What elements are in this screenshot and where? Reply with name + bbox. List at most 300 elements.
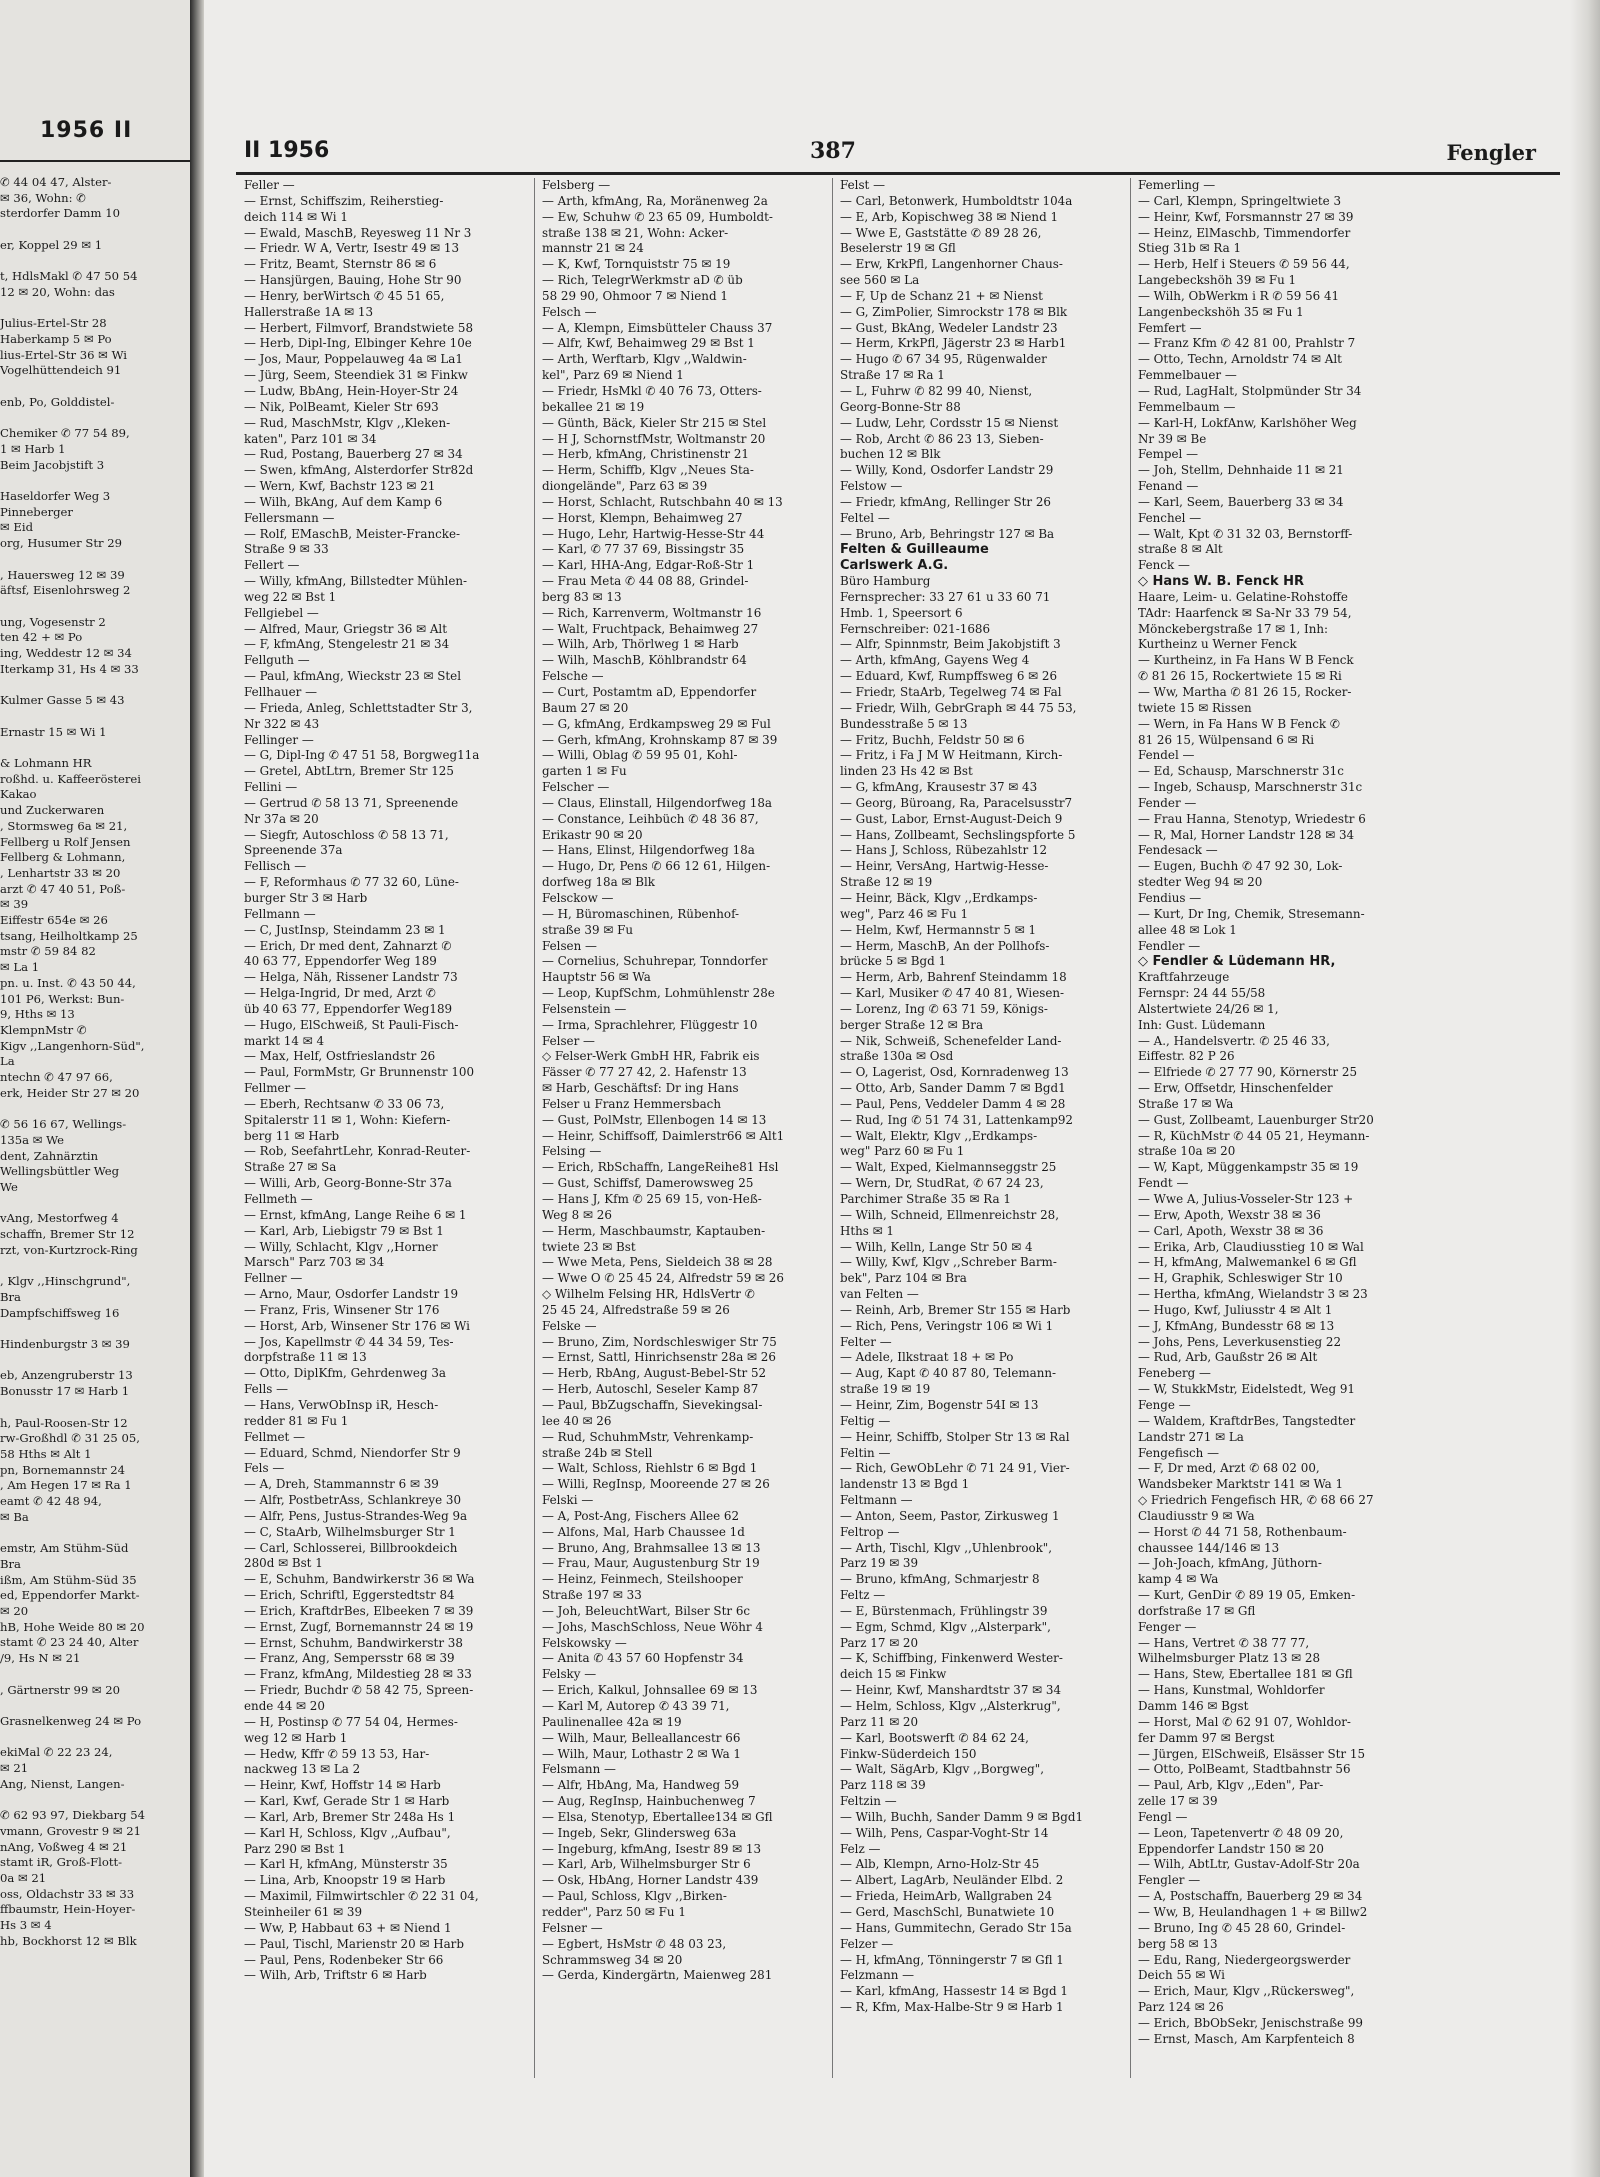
previous-page-line: Bra bbox=[0, 1289, 21, 1304]
directory-entry-line: Weg 8 ✉ 26 bbox=[542, 1207, 612, 1222]
directory-entry-line: — Ernst, Schiffszim, Reiherstieg- bbox=[244, 193, 444, 208]
previous-page-line: Chemiker ✆ 77 54 89, bbox=[0, 426, 130, 441]
directory-entry-line: — Alfr, Pens, Justus-Strandes-Weg 9a bbox=[244, 1508, 468, 1523]
directory-entry-line: — Irma, Sprachlehrer, Flüggestr 10 bbox=[542, 1017, 758, 1032]
directory-entry-line: — Wern, Dr, StudRat, ✆ 67 24 23, bbox=[840, 1176, 1044, 1191]
directory-entry-line: — Carl, Klempn, Springeltwiete 3 bbox=[1138, 193, 1342, 208]
previous-page-line: 0a ✉ 21 bbox=[0, 1870, 47, 1885]
directory-entry-line: — Hans, Vertret ✆ 38 77 77, bbox=[1138, 1635, 1310, 1650]
previous-page-text bbox=[0, 175, 190, 1949]
directory-entry-line: Parz 124 ✉ 26 bbox=[1138, 2000, 1224, 2015]
directory-entry-line: — Wilh, Maur, Lothastr 2 ✉ Wa 1 bbox=[542, 1746, 741, 1761]
directory-entry-line: burger Str 3 ✉ Harb bbox=[244, 890, 368, 905]
directory-entry-line: zelle 17 ✉ 39 bbox=[1138, 1794, 1218, 1809]
surname-heading: Fendius — bbox=[1138, 890, 1202, 905]
surname-heading: Femmelbauer — bbox=[1138, 368, 1237, 383]
directory-entry-line: — Horst, Arb, Winsener Str 176 ✉ Wi bbox=[244, 1318, 470, 1333]
directory-entry-line: — Max, Helf, Ostfrieslandstr 26 bbox=[244, 1049, 436, 1064]
directory-entry-line: — Hans, Zollbeamt, Sechslingspforte 5 bbox=[840, 827, 1076, 842]
directory-entry-line: — Cornelius, Schuhrepar, Tonndorfer bbox=[542, 954, 768, 969]
directory-entry-line: fer Damm 97 ✉ Bergst bbox=[1138, 1730, 1275, 1745]
directory-entry-line: — Ludw, Lehr, Cordsstr 15 ✉ Nienst bbox=[840, 415, 1059, 430]
directory-entry-line: — Wwe O ✆ 25 45 24, Alfredstr 59 ✉ 26 bbox=[542, 1271, 784, 1286]
directory-entry-line: — Erika, Arb, Claudiusstieg 10 ✉ Wal bbox=[1138, 1239, 1364, 1254]
directory-entry-line: Hallerstraße 1A ✉ 13 bbox=[244, 304, 374, 319]
surname-heading: Fellinger — bbox=[244, 732, 314, 747]
directory-entry-line: — Walt, Schloss, Riehlstr 6 ✉ Bgd 1 bbox=[542, 1461, 758, 1476]
directory-entry-line: — Erich, Kalkul, Johnsallee 69 ✉ 13 bbox=[542, 1683, 758, 1698]
directory-entry-line: berg 83 ✉ 13 bbox=[542, 589, 622, 604]
directory-entry-line: — Karl, HHA-Ang, Edgar-Roß-Str 1 bbox=[542, 558, 755, 573]
directory-entry-line: — Nik, Schweiß, Schenefelder Land- bbox=[840, 1033, 1062, 1048]
previous-page-line: t, HdlsMakl ✆ 47 50 54 bbox=[0, 269, 138, 284]
directory-entry-line: Carlswerk A.G. bbox=[840, 558, 949, 574]
directory-entry-line: — Rich, Karrenverm, Woltmanstr 16 bbox=[542, 605, 762, 620]
previous-page-line: vAng, Mestorfweg 4 bbox=[0, 1211, 119, 1226]
directory-entry-line: — Heinr, Kwf, Hoffstr 14 ✉ Harb bbox=[244, 1778, 441, 1793]
previous-page-line: ✉ 21 bbox=[0, 1761, 29, 1776]
directory-entry-line: ✉ Harb, Geschäftsf: Dr ing Hans bbox=[542, 1081, 739, 1096]
directory-entry-line: — Eugen, Buchh ✆ 47 92 30, Lok- bbox=[1138, 859, 1343, 874]
directory-entry-line: — Swen, kfmAng, Alsterdorfer Str82d bbox=[244, 463, 474, 478]
directory-entry-line: — Maximil, Filmwirtschler ✆ 22 31 04, bbox=[244, 1889, 479, 1904]
directory-entry-line: — H, Graphik, Schleswiger Str 10 bbox=[1138, 1271, 1343, 1286]
surname-heading: Felz — bbox=[840, 1841, 881, 1856]
directory-entry-line: — Fritz, i Fa J M W Heitmann, Kirch- bbox=[840, 748, 1063, 763]
previous-page-line: Ernastr 15 ✉ Wi 1 bbox=[0, 724, 107, 739]
directory-entry-line: — Günth, Bäck, Kieler Str 215 ✉ Stel bbox=[542, 415, 767, 430]
directory-entry-line: nackweg 13 ✉ La 2 bbox=[244, 1762, 361, 1777]
directory-entry-line: stedter Weg 94 ✉ 20 bbox=[1138, 875, 1263, 890]
directory-entry-line: garten 1 ✉ Fu bbox=[542, 764, 627, 779]
previous-page-line bbox=[0, 552, 190, 568]
directory-entry-line: — Willy, Schlacht, Klgv ,,Horner bbox=[244, 1239, 438, 1254]
directory-entry-line: — Karl, Kwf, Gerade Str 1 ✉ Harb bbox=[244, 1794, 450, 1809]
directory-entry-line: kel", Parz 69 ✉ Niend 1 bbox=[542, 368, 684, 383]
directory-entry-line: 58 29 90, Ohmoor 7 ✉ Niend 1 bbox=[542, 288, 728, 303]
surname-heading: Felsch — bbox=[542, 304, 597, 319]
directory-entry-line: — A, Postschaffn, Bauerberg 29 ✉ 34 bbox=[1138, 1889, 1363, 1904]
directory-entry-line: dorfweg 18a ✉ Blk bbox=[542, 875, 655, 890]
directory-entry-line: — Reinh, Arb, Bremer Str 155 ✉ Harb bbox=[840, 1302, 1071, 1317]
directory-entry-line: — Horst ✆ 44 71 58, Rothenbaum- bbox=[1138, 1524, 1347, 1539]
previous-page-line bbox=[0, 1792, 190, 1808]
directory-entry-line: see 560 ✉ La bbox=[840, 273, 920, 288]
surname-heading: Fellmeth — bbox=[244, 1192, 313, 1206]
directory-entry-line: straße 39 ✉ Fu bbox=[542, 922, 633, 937]
directory-entry-line: — Alfr, HbAng, Ma, Handweg 59 bbox=[542, 1778, 740, 1793]
directory-entry-line: Straße 12 ✉ 19 bbox=[840, 875, 933, 890]
directory-entry-line: — Otto, Techn, Arnoldstr 74 ✉ Alt bbox=[1138, 352, 1342, 367]
directory-entry-line: — Egm, Schmd, Klgv ,,Alsterpark", bbox=[840, 1619, 1051, 1634]
previous-page-line: ✉ 36, Wohn: ✆ bbox=[0, 190, 86, 205]
directory-entry-line: Hmb. 1, Speersort 6 bbox=[840, 605, 963, 620]
directory-entry-line: — Hans, VerwObInsp iR, Hesch- bbox=[244, 1397, 439, 1412]
directory-entry-line: — Herbert, Filmvorf, Brandstwiete 58 bbox=[244, 320, 474, 335]
directory-entry-line: diongelände", Parz 63 ✉ 39 bbox=[542, 479, 708, 494]
previous-page-line bbox=[0, 1667, 190, 1683]
directory-entry-line: — Hugo, Lehr, Hartwig-Hesse-Str 44 bbox=[542, 526, 765, 541]
previous-page-line: Eiffestr 654e ✉ 26 bbox=[0, 913, 108, 928]
directory-entry-line: — Erw, Offsetdr, Hinschenfelder bbox=[1138, 1081, 1333, 1096]
surname-heading: Feltzin — bbox=[840, 1794, 897, 1809]
directory-entry-line: — Frieda, Anleg, Schlettstadter Str 3, bbox=[244, 700, 473, 715]
directory-entry-line: — Walt, Fruchtpack, Behaimweg 27 bbox=[542, 621, 759, 636]
surname-heading: Fender — bbox=[1138, 795, 1197, 810]
directory-entry-line: — Wilh, BkAng, Auf dem Kamp 6 bbox=[244, 494, 443, 509]
directory-entry-line: — Rud, MaschMstr, Klgv ,,Kleken- bbox=[244, 415, 451, 430]
surname-heading: Felzer — bbox=[840, 1936, 894, 1951]
directory-entry-line: — Ww, Martha ✆ 81 26 15, Rocker- bbox=[1138, 685, 1352, 699]
directory-entry-line: — Horst, Klempn, Behaimweg 27 bbox=[542, 510, 743, 525]
previous-page-line: ten 42 + ✉ Po bbox=[0, 630, 83, 645]
directory-entry-line: — Herb, Helf i Steuers ✆ 59 56 44, bbox=[1138, 257, 1350, 272]
previous-page-line: ekiMal ✆ 22 23 24, bbox=[0, 1745, 113, 1760]
directory-entry-line: — Karl, Arb, Wilhelmsburger Str 6 bbox=[542, 1857, 751, 1872]
directory-entry-line: Straße 197 ✉ 33 bbox=[542, 1588, 642, 1603]
surname-heading: Fellhauer — bbox=[244, 685, 318, 699]
directory-entry-line: — F, Up de Schanz 21 + ✉ Nienst bbox=[840, 288, 1043, 303]
directory-entry-line: — C, JustInsp, Steindamm 23 ✉ 1 bbox=[244, 922, 446, 937]
directory-entry-line: — Otto, DiplKfm, Gehrdenweg 3a bbox=[244, 1366, 447, 1381]
directory-entry-line: — Frieda, HeimArb, Wallgraben 24 bbox=[840, 1889, 1053, 1904]
previous-page-line: eamt ✆ 42 48 94, bbox=[0, 1494, 102, 1509]
surname-heading: Felske — bbox=[542, 1318, 597, 1333]
directory-entry-line: — Hugo, ElSchweiß, St Pauli-Fisch- bbox=[244, 1017, 459, 1032]
previous-page-line: , Gärtnerstr 99 ✉ 20 bbox=[0, 1682, 121, 1697]
directory-entry-line: bekallee 21 ✉ 19 bbox=[542, 399, 645, 414]
surname-heading: Fellgiebel — bbox=[244, 605, 319, 620]
directory-entry-line: Büro Hamburg bbox=[840, 574, 931, 589]
directory-entry-line: — Otto, Arb, Sander Damm 7 ✉ Bgd1 bbox=[840, 1081, 1066, 1096]
directory-entry-line: straße 19 ✉ 19 bbox=[840, 1382, 931, 1397]
directory-entry-line: brücke 5 ✉ Bgd 1 bbox=[840, 954, 947, 969]
previous-page-line bbox=[0, 1400, 190, 1416]
previous-page-line: 58 Hths ✉ Alt 1 bbox=[0, 1446, 92, 1461]
directory-entry-line: berger Straße 12 ✉ Bra bbox=[840, 1017, 984, 1032]
previous-page-line: ntechn ✆ 47 97 66, bbox=[0, 1070, 113, 1085]
previous-page-line: tsang, Heilholtkamp 25 bbox=[0, 928, 138, 943]
directory-entry-line: 81 26 15, Wülpensand 6 ✉ Ri bbox=[1138, 732, 1315, 747]
surname-heading: Felsenstein — bbox=[542, 1001, 627, 1016]
directory-entry-line: — Rud, Postang, Bauerberg 27 ✉ 34 bbox=[244, 447, 463, 462]
directory-entry-line: — G, Dipl-Ing ✆ 47 51 58, Borgweg11a bbox=[244, 748, 480, 763]
directory-entry-line: Alstertwiete 24/26 ✉ 1, bbox=[1138, 1001, 1279, 1016]
directory-entry-line: Wilhelmsburger Platz 13 ✉ 28 bbox=[1138, 1651, 1321, 1666]
directory-entry-line: Langenbeckshöh 35 ✉ Fu 1 bbox=[1138, 304, 1304, 319]
directory-entry-line: — R, Kfm, Max-Halbe-Str 9 ✉ Harb 1 bbox=[840, 2000, 1064, 2015]
directory-entry-line: — Walt, Exped, Kielmannseggstr 25 bbox=[840, 1160, 1057, 1175]
directory-entry-line: weg 12 ✉ Harb 1 bbox=[244, 1730, 348, 1745]
directory-entry-line: Beselerstr 19 ✉ Gfl bbox=[840, 241, 956, 256]
previous-page-line bbox=[0, 1353, 190, 1369]
directory-entry-line: 25 45 24, Alfredstraße 59 ✉ 26 bbox=[542, 1302, 730, 1317]
directory-entry-line: — Wern, in Fa Hans W B Fenck ✆ bbox=[1138, 716, 1340, 731]
directory-entry-line: — Lina, Arb, Knoopstr 19 ✉ Harb bbox=[244, 1873, 446, 1888]
directory-entry-line: — Heinr, Schiffb, Stolper Str 13 ✉ Ral bbox=[840, 1429, 1070, 1444]
directory-entry-line: Haare, Leim- u. Gelatine-Rohstoffe bbox=[1138, 589, 1348, 604]
surname-heading: Femmelbaum — bbox=[1138, 399, 1236, 414]
volume-year: II 1956 bbox=[244, 138, 330, 163]
previous-page-line: dent, Zahnärztin bbox=[0, 1148, 99, 1163]
surname-heading: Felsckow — bbox=[542, 890, 614, 905]
directory-entry-line: — Helm, Kwf, Hermannstr 5 ✉ 1 bbox=[840, 922, 1037, 937]
directory-entry-line: — Elfriede ✆ 27 77 90, Körnerstr 25 bbox=[1138, 1065, 1358, 1080]
directory-entry-line: — Willy, kfmAng, Billstedter Mühlen- bbox=[244, 574, 468, 589]
directory-entry-line: Deich 55 ✉ Wi bbox=[1138, 1968, 1225, 1983]
previous-page-line: We bbox=[0, 1180, 18, 1194]
directory-entry-line: — Heinr, Kwf, Forsmannstr 27 ✉ 39 bbox=[1138, 209, 1354, 224]
surname-heading: Feltz — bbox=[840, 1588, 886, 1603]
directory-entry-line: — Erich, BbObSekr, Jenischstraße 99 bbox=[1138, 2015, 1363, 2030]
directory-entry-line: — Johs, Pens, Leverkusenstieg 22 bbox=[1138, 1334, 1342, 1349]
directory-entry-line: — Wilh, Kelln, Lange Str 50 ✉ 4 bbox=[840, 1239, 1033, 1254]
directory-entry-line: — Arth, Tischl, Klgv ,,Uhlenbrook", bbox=[840, 1540, 1053, 1555]
directory-entry-line: — Bruno, Ing ✆ 45 28 60, Grindel- bbox=[1138, 1920, 1346, 1935]
previous-page-line: Fellberg u Rolf Jensen bbox=[0, 834, 131, 849]
directory-entry-line: — Alfred, Maur, Griegstr 36 ✉ Alt bbox=[244, 621, 448, 636]
directory-entry-line: Finkw-Süderdeich 150 bbox=[840, 1746, 977, 1761]
directory-entry-line: — Heinr, Zim, Bogenstr 54I ✉ 13 bbox=[840, 1397, 1039, 1412]
directory-entry-line: Spitalerstr 11 ✉ 1, Wohn: Kiefern- bbox=[244, 1112, 451, 1127]
surname-heading: Fendler — bbox=[1138, 938, 1201, 953]
previous-page-line: Pinneberger bbox=[0, 504, 73, 519]
directory-entry-line: — Wilh, Schneid, Ellmenreichstr 28, bbox=[840, 1207, 1059, 1222]
directory-entry-line: redder", Parz 50 ✉ Fu 1 bbox=[542, 1904, 686, 1919]
surname-heading: Felsmann — bbox=[542, 1762, 616, 1777]
directory-entry-line: — Helga-Ingrid, Dr med, Arzt ✆ bbox=[244, 986, 436, 1001]
directory-entry-line: — Karl M, Autorep ✆ 43 39 71, bbox=[542, 1699, 730, 1713]
directory-entry-line: Parchimer Straße 35 ✉ Ra 1 bbox=[840, 1192, 1011, 1206]
directory-entry-line: — Waldem, KraftdrBes, Tangstedter bbox=[1138, 1413, 1356, 1428]
directory-entry-line: lee 40 ✉ 26 bbox=[542, 1413, 612, 1428]
previous-page-line bbox=[0, 740, 190, 756]
directory-entry-line: — Franz Kfm ✆ 42 81 00, Prahlstr 7 bbox=[1138, 336, 1356, 351]
directory-entry-line: — Albert, LagArb, Neuländer Elbd. 2 bbox=[840, 1873, 1064, 1888]
directory-entry-line: — Osk, HbAng, Horner Landstr 439 bbox=[542, 1873, 759, 1888]
directory-column-4 bbox=[1138, 178, 1418, 2048]
directory-entry-line: — Gust, PolMstr, Ellenbogen 14 ✉ 13 bbox=[542, 1112, 767, 1127]
previous-page-header: 1956 II bbox=[40, 118, 133, 143]
directory-entry-line: Nr 37a ✉ 20 bbox=[244, 811, 319, 826]
guide-word: Fengler bbox=[1446, 140, 1536, 165]
previous-page-line: org, Husumer Str 29 bbox=[0, 536, 122, 551]
directory-entry-line: — Kurtheinz, in Fa Hans W B Fenck bbox=[1138, 653, 1354, 668]
directory-entry-line: — Horst, Schlacht, Rutschbahn 40 ✉ 13 bbox=[542, 494, 783, 509]
directory-entry-line: — Curt, Postamtm aD, Eppendorfer bbox=[542, 685, 757, 699]
directory-entry-line: Claudiusstr 9 ✉ Wa bbox=[1138, 1508, 1255, 1523]
previous-page-line bbox=[0, 1730, 190, 1746]
previous-page-line bbox=[0, 1259, 190, 1275]
directory-entry-line: — A, Post-Ang, Fischers Allee 62 bbox=[542, 1508, 740, 1523]
previous-page-line: emstr, Am Stühm-Süd bbox=[0, 1541, 129, 1556]
previous-page-line: , Stormsweg 6a ✉ 21, bbox=[0, 818, 128, 833]
directory-entry-line: markt 14 ✉ 4 bbox=[244, 1033, 325, 1048]
previous-page-line: ffbaumstr, Hein-Hoyer- bbox=[0, 1902, 136, 1917]
previous-page-line: Wellingsbüttler Weg bbox=[0, 1164, 120, 1179]
directory-entry-line: — Helga, Näh, Rissener Landstr 73 bbox=[244, 970, 458, 985]
directory-entry-line: — Ewald, MaschB, Reyesweg 11 Nr 3 bbox=[244, 225, 472, 240]
directory-entry-line: — Gust, Labor, Ernst-August-Deich 9 bbox=[840, 811, 1063, 826]
directory-entry-line: — Erw, KrkPfl, Langenhorner Chaus- bbox=[840, 257, 1063, 272]
directory-entry-line: — E, Schuhm, Bandwirkerstr 36 ✉ Wa bbox=[244, 1572, 475, 1587]
previous-page-line: Haseldorfer Weg 3 bbox=[0, 489, 111, 504]
previous-page-line: KlempnMstr ✆ bbox=[0, 1022, 87, 1037]
directory-entry-line: — Wwe A, Julius-Vosseler-Str 123 + bbox=[1138, 1192, 1354, 1206]
directory-entry-line: twiete 15 ✉ Rissen bbox=[1138, 700, 1252, 715]
directory-entry-line: Nr 39 ✉ Be bbox=[1138, 431, 1207, 446]
previous-page-line: Kulmer Gasse 5 ✉ 43 bbox=[0, 693, 125, 708]
directory-entry-line: — G, kfmAng, Krausestr 37 ✉ 43 bbox=[840, 780, 1038, 795]
previous-page-line: ✆ 62 93 97, Diekbarg 54 bbox=[0, 1808, 146, 1823]
directory-entry-line: Parz 19 ✉ 39 bbox=[840, 1556, 919, 1571]
directory-entry-line: — Herb, Autoschl, Seseler Kamp 87 bbox=[542, 1382, 759, 1397]
directory-entry-line: — Gretel, AbtLtrn, Bremer Str 125 bbox=[244, 764, 454, 779]
directory-entry-line: — Arth, kfmAng, Gayens Weg 4 bbox=[840, 653, 1030, 668]
directory-entry-line: — H J, SchornstfMstr, Woltmanstr 20 bbox=[542, 431, 766, 446]
previous-page-line bbox=[0, 473, 190, 489]
directory-entry-line: — Frau Meta ✆ 44 08 88, Grindel- bbox=[542, 574, 749, 589]
directory-entry-line: — Hans J, Schloss, Rübezahlstr 12 bbox=[840, 843, 1048, 858]
surname-heading: Fellmann — bbox=[244, 906, 316, 921]
directory-entry-line: — Wilh, Pens, Caspar-Voght-Str 14 bbox=[840, 1825, 1049, 1840]
previous-page-line: , Klgv ,,Hinschgrund", bbox=[0, 1274, 131, 1289]
directory-entry-line: straße 8 ✉ Alt bbox=[1138, 542, 1223, 557]
directory-entry-line: — Hans, Elinst, Hilgendorfweg 18a bbox=[542, 843, 755, 858]
directory-entry-line: — Walt, SägArb, Klgv ,,Borgweg", bbox=[840, 1762, 1044, 1777]
directory-entry-line: — Karl-H, LokfAnw, Karlshöher Weg bbox=[1138, 415, 1357, 430]
directory-entry-line: — Frau Hanna, Stenotyp, Wriedestr 6 bbox=[1138, 811, 1366, 826]
surname-heading: Feltig — bbox=[840, 1413, 891, 1428]
directory-entry-line: katen", Parz 101 ✉ 34 bbox=[244, 431, 377, 446]
directory-entry-line: Nr 322 ✉ 43 bbox=[244, 716, 320, 731]
directory-entry-line: — Bruno, Ang, Brahmsallee 13 ✉ 13 bbox=[542, 1540, 761, 1555]
previous-page-line: Kakao bbox=[0, 787, 37, 802]
directory-entry-line: — Paul, Arb, Klgv ,,Eden", Par- bbox=[1138, 1778, 1324, 1793]
previous-page-line: hB, Hohe Weide 80 ✉ 20 bbox=[0, 1619, 145, 1634]
directory-entry-line: ◇ Felser-Werk GmbH HR, Fabrik eis bbox=[542, 1049, 760, 1064]
directory-entry-line: berg 58 ✉ 13 bbox=[1138, 1936, 1218, 1951]
previous-page-line bbox=[0, 1525, 190, 1541]
directory-entry-line: — Hugo ✆ 67 34 95, Rügenwalder bbox=[840, 352, 1047, 367]
directory-entry-line: — Hugo, Kwf, Juliusstr 4 ✉ Alt 1 bbox=[1138, 1302, 1333, 1317]
directory-entry-line: — Anton, Seem, Pastor, Zirkusweg 1 bbox=[840, 1508, 1060, 1523]
directory-entry-line: — G, ZimPolier, Simrockstr 178 ✉ Blk bbox=[840, 304, 1068, 319]
directory-entry-line: Fernschreiber: 021-1686 bbox=[840, 621, 991, 636]
directory-entry-line: — Karl, Arb, Bremer Str 248a Hs 1 bbox=[244, 1809, 456, 1824]
directory-entry-line: dorfstraße 17 ✉ Gfl bbox=[1138, 1603, 1256, 1618]
previous-page-line: 101 P6, Werkst: Bun- bbox=[0, 991, 125, 1006]
directory-entry-line: — Alfr, PostbetrAss, Schlankreye 30 bbox=[244, 1493, 462, 1508]
surname-heading: Felscher — bbox=[542, 780, 610, 795]
directory-entry-line: — Bruno, kfmAng, Schmarjestr 8 bbox=[840, 1572, 1040, 1587]
directory-entry-line: redder 81 ✉ Fu 1 bbox=[244, 1413, 349, 1428]
directory-entry-line: — Gust, BkAng, Wedeler Landstr 23 bbox=[840, 320, 1058, 335]
surname-heading: Felsche — bbox=[542, 669, 604, 684]
book-gutter bbox=[190, 0, 204, 2177]
surname-heading: Femerling — bbox=[1138, 178, 1216, 192]
directory-entry-line: — Rolf, EMaschB, Meister-Francke- bbox=[244, 526, 461, 541]
directory-entry-line: — Horst, Mal ✆ 62 91 07, Wohldor- bbox=[1138, 1714, 1351, 1729]
directory-entry-line: Inh: Gust. Lüdemann bbox=[1138, 1017, 1266, 1032]
surname-heading: Felskowsky — bbox=[542, 1635, 627, 1650]
directory-entry-line: Paulinenallee 42a ✉ 19 bbox=[542, 1714, 682, 1729]
surname-heading: Fenchel — bbox=[1138, 510, 1202, 525]
surname-heading: Felsky — bbox=[542, 1667, 597, 1682]
directory-entry-line: — Paul, Pens, Rodenbeker Str 66 bbox=[244, 1952, 444, 1967]
directory-entry-line: — F, Reformhaus ✆ 77 32 60, Lüne- bbox=[244, 875, 459, 890]
previous-page-line: ißm, Am Stühm-Süd 35 bbox=[0, 1572, 137, 1587]
previous-page-line bbox=[0, 1101, 190, 1117]
previous-page-line: & Lohmann HR bbox=[0, 756, 92, 771]
surname-heading: Felstow — bbox=[840, 479, 903, 494]
directory-entry-line: — Ingeburg, kfmAng, Isestr 89 ✉ 13 bbox=[542, 1841, 762, 1856]
directory-entry-line: — Karl H, Schloss, Klgv ,,Aufbau", bbox=[244, 1825, 451, 1840]
directory-entry-line: Mönckebergstraße 17 ✉ 1, Inh: bbox=[1138, 621, 1329, 636]
directory-entry-line: — Ingeb, Sekr, Glindersweg 63a bbox=[542, 1825, 737, 1840]
directory-entry-line: 280d ✉ Bst 1 bbox=[244, 1556, 323, 1571]
directory-entry-line: — Paul, Tischl, Marienstr 20 ✉ Harb bbox=[244, 1936, 464, 1951]
directory-entry-line: Parz 118 ✉ 39 bbox=[840, 1778, 926, 1793]
directory-entry-line: — Franz, Ang, Sempersstr 68 ✉ 39 bbox=[244, 1651, 455, 1666]
previous-page-line: Dampfschiffsweg 16 bbox=[0, 1305, 120, 1320]
directory-column-3 bbox=[840, 178, 1120, 2016]
previous-page-line: Kigv ,,Langenhorn-Süd", bbox=[0, 1038, 145, 1053]
previous-page-line: ung, Vogesenstr 2 bbox=[0, 614, 106, 629]
surname-heading: Fellisch — bbox=[244, 859, 307, 874]
header-rule bbox=[236, 172, 1560, 175]
directory-entry-line: — Fritz, Buchh, Feldstr 50 ✉ 6 bbox=[840, 732, 1025, 747]
directory-entry-line: — Heinr, Kwf, Manshardtstr 37 ✉ 34 bbox=[840, 1683, 1062, 1698]
column-divider bbox=[832, 178, 833, 2078]
directory-entry-line: — Karl, Musiker ✆ 47 40 81, Wiesen- bbox=[840, 986, 1065, 1001]
directory-entry-line: — Erich, Dr med dent, Zahnarzt ✆ bbox=[244, 938, 452, 953]
directory-entry-line: — O, Lagerist, Osd, Kornradenweg 13 bbox=[840, 1065, 1069, 1080]
directory-entry-line: straße 10a ✉ 20 bbox=[1138, 1144, 1236, 1159]
directory-entry-line: deich 15 ✉ Finkw bbox=[840, 1667, 947, 1682]
directory-entry-line: — Carl, Betonwerk, Humboldtstr 104a bbox=[840, 193, 1073, 208]
directory-entry-line: — A, Klempn, Eimsbütteler Chauss 37 bbox=[542, 320, 773, 335]
directory-entry-line: Straße 9 ✉ 33 bbox=[244, 542, 329, 557]
surname-heading: Felsen — bbox=[542, 938, 597, 953]
surname-heading: Fellersmann — bbox=[244, 510, 335, 525]
directory-entry-line: — Erich, KraftdrBes, Elbeeken 7 ✉ 39 bbox=[244, 1603, 474, 1618]
previous-page-line: roßhd. u. Kaffeerösterei bbox=[0, 771, 141, 786]
previous-page-line: Vogelhüttendeich 91 bbox=[0, 363, 122, 378]
directory-entry-line: — Willy, Kond, Osdorfer Landstr 29 bbox=[840, 463, 1054, 478]
surname-heading: Feltin — bbox=[840, 1445, 891, 1460]
directory-entry-line: 40 63 77, Eppendorfer Weg 189 bbox=[244, 954, 437, 969]
previous-page-line: h, Paul-Roosen-Str 12 bbox=[0, 1415, 128, 1430]
directory-entry-line: — K, Kwf, Tornquiststr 75 ✉ 19 bbox=[542, 257, 731, 272]
directory-entry-line: — Heinr, Bäck, Klgv ,,Erdkamps- bbox=[840, 890, 1038, 905]
directory-entry-line: Parz 17 ✉ 20 bbox=[840, 1635, 919, 1650]
directory-page bbox=[204, 0, 1600, 2177]
directory-entry-line: Fässer ✆ 77 27 42, 2. Hafenstr 13 bbox=[542, 1065, 747, 1080]
directory-entry-line: — Heinz, ElMaschb, Timmendorfer bbox=[1138, 225, 1351, 240]
directory-entry-line: — Wilh, Arb, Thörlweg 1 ✉ Harb bbox=[542, 637, 739, 652]
directory-entry-line: — Herm, Arb, Bahrenf Steindamm 18 bbox=[840, 970, 1067, 985]
previous-page-line: Beim Jacobjstift 3 bbox=[0, 457, 105, 472]
directory-entry-line: — Georg, Büroang, Ra, Paracelsusstr7 bbox=[840, 795, 1073, 810]
previous-page-line: Bonusstr 17 ✉ Harb 1 bbox=[0, 1384, 130, 1399]
surname-heading: Fendt — bbox=[1138, 1176, 1189, 1191]
surname-heading: Feltrop — bbox=[840, 1524, 900, 1539]
directory-entry-line: — Heinr, Schiffsoff, Daimlerstr66 ✉ Alt1 bbox=[542, 1128, 785, 1143]
previous-page-line: Julius-Ertel-Str 28 bbox=[0, 316, 107, 331]
directory-entry-line: — Rich, Pens, Veringstr 106 ✉ Wi 1 bbox=[840, 1318, 1054, 1333]
surname-heading: Fengl — bbox=[1138, 1809, 1188, 1824]
